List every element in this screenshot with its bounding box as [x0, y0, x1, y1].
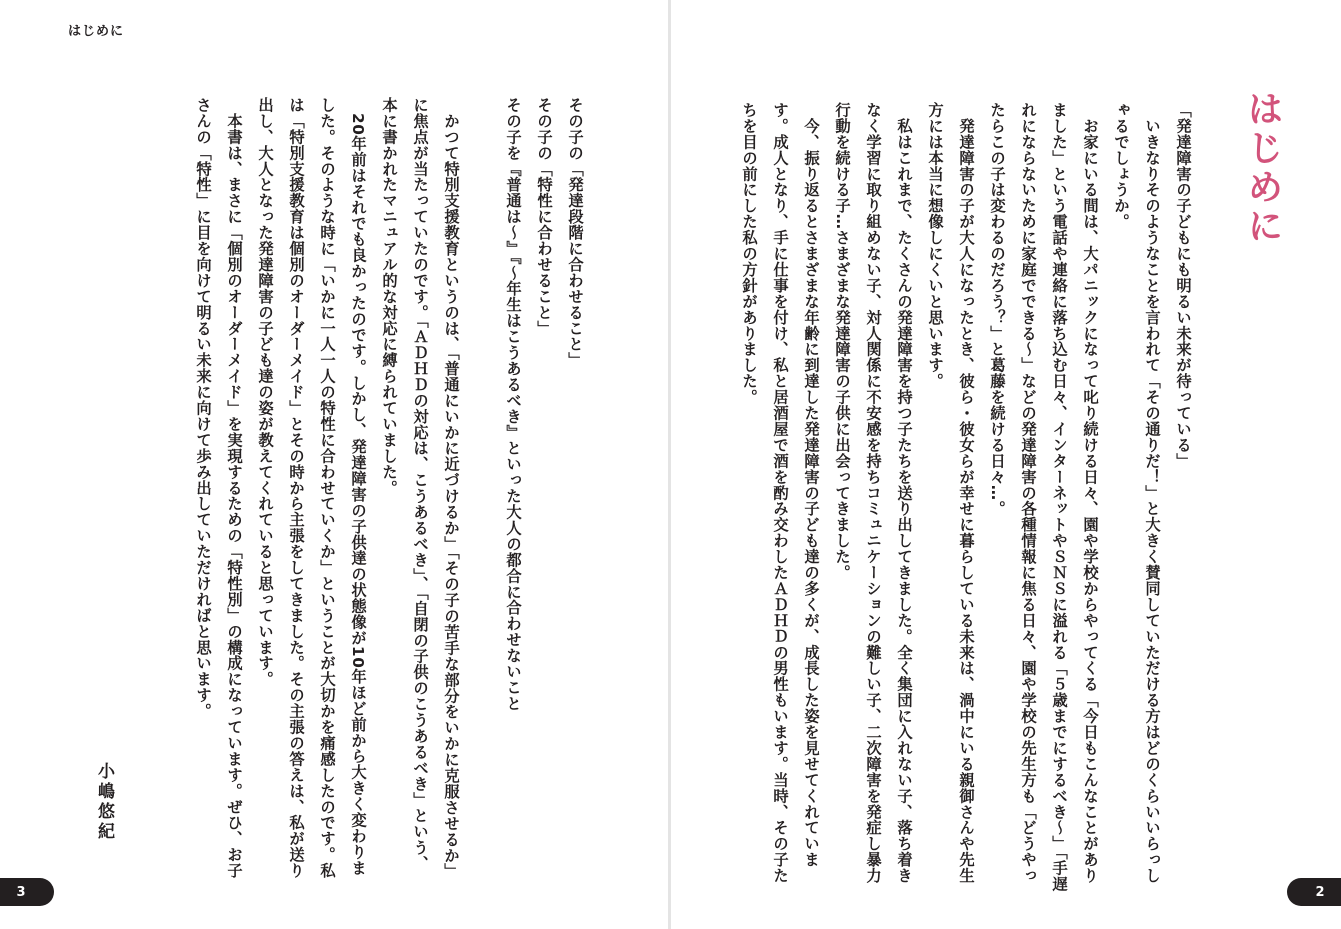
- left-body-text: その子の「発達段階に合わせること」 その子の「特性に合わせること」 その子を『普通は〜』『〜年生はこうあるべき』といった大人の都合に合わせないこと かつて特別支援教育というのは、「普通にいかに近づけるか」「その子の苦手な部分をいかに克服させるか」に焦点が当たっていたのです。「ＡＤＨＤの対応は、こうあるべき」、「自閉の子供のこうあるべき」という、本に書かれたマニュアル的な対応に縛られていました。 20年前はそれでも良かったのです。しかし、発達障害の子供達の状態像が10年ほど前から大きく変わりました。そのような時に「いかに一人一人の特性に合わせていくか」ということが大切かを痛感したのです。私は「特別支援教育は個別のオーダーメイド」とその時から主張をしてきました。その主張の答えは、私が送り出し、大人となった発達障害の子ども達の姿が教えてくれていると思っています。 本書は、まさに「個別のオーダーメイド」を実現するための「特性別」の構成になっています。ぜひ、お子さんの「特性」に目を向けて明るい未来に向けて歩み出していただければと思います。: [194, 97, 584, 880]
- right-body-text: 「発達障害の子どもにも明るい未来が待っている」 いきなりそのようなことを言われて「その通りだ！」と大きく賛同していただける方はどのくらいいらっしゃるでしょうか。 お家にいる間は、大パニックになって叱り続ける日々、園や学校からやってくる「今日もこんなことがありました」という電話や連絡に落ち込む日々、インターネットやＳＮＳに溢れる「５歳までにするべき〜」「手遅れにならないために家庭でできる〜」などの発達障害の各種情報に焦る日々、園や学校の先生方も「どうやったらこの子は変わるのだろう？」と葛藤を続ける日々…。 発達障害の子が大人になったとき、彼ら・彼女らが幸せに暮らしている未来は、渦中にいる親御さんや先生方には本当に想像しにくいと思います。 私はこれまで、たくさんの発達障害を持つ子たちを送り出してきました。全く集団に入れない子、落ち着きなく学習に取り組めない子、対人関係に不安感を持ちコミュニケーションの難しい子、二次障害を発症し暴力行動を続ける子…さまざまな発達障害の子供に出会ってきました。 今、振り返るとさまざまな年齢に到達した発達障害の子ども達の多くが、成長した姿を見せてくれています。成人となり、手に仕事を付け、私と居酒屋で酒を酌み交わしたＡＤＨＤの男性もいます。当時、その子たちを目の前にした私の方針がありました。: [740, 102, 1192, 892]
- left-page: [0, 0, 668, 929]
- page-number-tab-right: 2: [1287, 878, 1341, 906]
- chapter-title: はじめに: [1242, 90, 1283, 246]
- page-number-tab-left: 3: [0, 878, 54, 906]
- author-name: 小嶋悠紀: [94, 762, 114, 842]
- right-page: [671, 0, 1341, 929]
- running-head: はじめに: [68, 24, 125, 39]
